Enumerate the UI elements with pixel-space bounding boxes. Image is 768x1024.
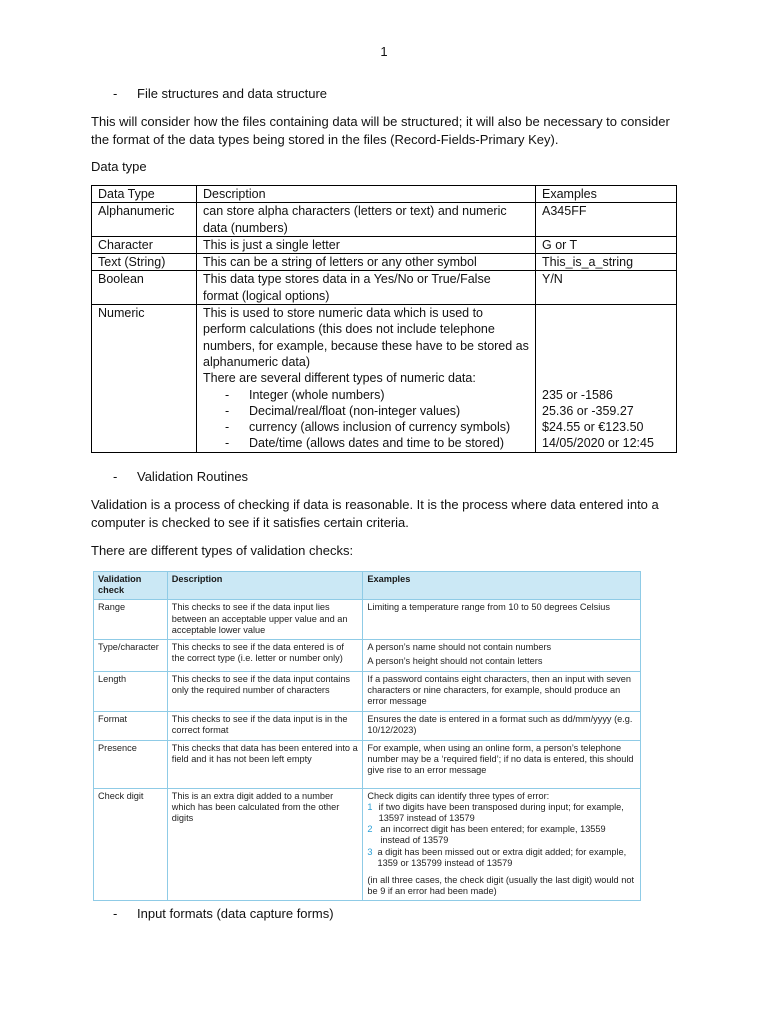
section-heading-input-formats — [113, 906, 334, 921]
table-header-row — [94, 572, 641, 600]
numeric-intro: There are several different types of numeric data: — [203, 371, 476, 386]
bullet-dash: - — [113, 86, 118, 101]
example-cell — [536, 305, 677, 453]
column-header: Description — [167, 572, 363, 600]
column-header: Examples — [363, 572, 641, 600]
description-cell: This is an extra digit added to a number which has been calculated from the other digits — [167, 788, 363, 901]
section-heading-text: Input formats (data capture forms) — [137, 906, 334, 921]
description-cell: This checks to see if the data input contains only the required number of characters — [167, 672, 363, 712]
table-row — [92, 236, 677, 253]
numeric-example: $24.55 or €123.50 — [542, 420, 644, 435]
intro-paragraph: This will consider how the files containing data will be structured; it will also be necessary to consider the format of the data types being stored in the files (Record-Fields-Primary Key). — [91, 114, 670, 147]
validation-table — [93, 571, 641, 901]
examples-cell: If a password contains eight characters, then an input with seven characters or nine characters, for example, should produce an error message — [363, 672, 641, 712]
description-cell: This data type stores data in a Yes/No or True/False format (logical options) — [197, 271, 536, 305]
examples-cell — [363, 788, 641, 901]
table-row — [94, 600, 641, 640]
table-row — [92, 203, 677, 237]
description-cell: This checks to see if the data entered is of the correct type (i.e. letter or number only) — [167, 640, 363, 672]
check-name-cell: Check digit — [94, 788, 168, 901]
data-type-cell: Alphanumeric — [92, 203, 197, 237]
bullet-dash: - — [113, 469, 118, 484]
data-type-cell: Text (String) — [92, 254, 197, 271]
example-cell: A345FF — [536, 203, 677, 237]
example-cell: This_is_a_string — [536, 254, 677, 271]
table-row — [94, 672, 641, 712]
example-cell: G or T — [536, 236, 677, 253]
list-item: 1 if two digits have been transposed during input; for example, 13597 instead of 13579 — [367, 801, 624, 824]
bullet-dash: - — [113, 906, 118, 921]
table-row-check-digit — [94, 788, 641, 901]
table-row — [94, 640, 641, 672]
description-cell: This can be a string of letters or any other symbol — [197, 254, 536, 271]
check-name-cell: Presence — [94, 740, 168, 788]
check-digit-note: (in all three cases, the check digit (usually the last digit) would not be 9 if an error had been made) — [367, 875, 634, 897]
examples-cell: A person’s name should not contain numbers A person’s height should not contain letters — [363, 640, 641, 672]
check-digit-intro: Check digits can identify three types of error: — [367, 790, 550, 801]
numeric-example: 235 or -1586 — [542, 387, 613, 402]
validation-paragraph: Validation is a process of checking if data is reasonable. It is the process where data entered into a computer is checked to see if it satisfies certain criteria. — [91, 497, 659, 530]
numeric-example: 14/05/2020 or 12:45 — [542, 436, 654, 451]
page-number: 1 — [380, 44, 388, 59]
table-header-row — [92, 186, 677, 203]
data-type-cell: Numeric — [92, 305, 197, 453]
numeric-description: This is used to store numeric data which is used to perform calculations (this does not include telephone numbers, for example, because these have to be stored as alphanumeric data) — [203, 306, 529, 369]
section-heading-validation — [113, 469, 248, 484]
data-type-label: Data type — [91, 159, 147, 174]
numeric-subtype: - Integer (whole numbers) — [225, 387, 385, 402]
validation-checks-intro: There are different types of validation checks: — [91, 543, 354, 558]
table-row — [94, 711, 641, 740]
numeric-subtype: - currency (allows inclusion of currency symbols) — [225, 420, 511, 435]
data-type-cell: Boolean — [92, 271, 197, 305]
examples-cell: Limiting a temperature range from 10 to 50 degrees Celsius — [363, 600, 641, 640]
table-row-numeric — [92, 305, 677, 453]
column-header: Data Type — [92, 186, 197, 203]
description-cell: This is just a single letter — [197, 236, 536, 253]
table-row — [92, 271, 677, 305]
data-type-cell: Character — [92, 236, 197, 253]
examples-cell: Ensures the date is entered in a format such as dd/mm/yyyy (e.g. 10/12/2023) — [363, 711, 641, 740]
column-header: Validation check — [94, 572, 168, 600]
check-name-cell: Length — [94, 672, 168, 712]
column-header: Examples — [536, 186, 677, 203]
description-cell: This checks to see if the data input lies between an acceptable upper value and an acceptable lower value — [167, 600, 363, 640]
section-heading-file-structures — [113, 86, 327, 101]
check-name-cell: Range — [94, 600, 168, 640]
list-item: 3 a digit has been missed out or extra digit added; for example, 1359 or 135799 instead of 13579 — [367, 846, 627, 868]
table-row — [92, 254, 677, 271]
description-cell — [197, 305, 536, 453]
numeric-subtype: - Decimal/real/float (non-integer values) — [225, 403, 461, 418]
numeric-example: 25.36 or -359.27 — [542, 403, 634, 418]
numeric-subtype: - Date/time (allows dates and time to be stored) — [225, 436, 504, 451]
check-name-cell: Type/character — [94, 640, 168, 672]
data-type-table — [91, 185, 677, 453]
examples-cell: For example, when using an online form, a person’s telephone number may be a ‘required field’; if no data is entered, this should give rise to an error message — [363, 740, 641, 788]
description-cell: can store alpha characters (letters or text) and numeric data (numbers) — [197, 203, 536, 237]
example-cell: Y/N — [536, 271, 677, 305]
description-cell: This checks that data has been entered into a field and it has not been left empty — [167, 740, 363, 788]
table-row — [94, 740, 641, 788]
check-name-cell: Format — [94, 711, 168, 740]
section-heading-text: Validation Routines — [137, 469, 249, 484]
column-header: Description — [197, 186, 536, 203]
description-cell: This checks to see if the data input is in the correct format — [167, 711, 363, 740]
section-heading-text: File structures and data structure — [137, 86, 328, 101]
list-item: 2 an incorrect digit has been entered; for example, 13559 instead of 13579 — [367, 824, 606, 846]
